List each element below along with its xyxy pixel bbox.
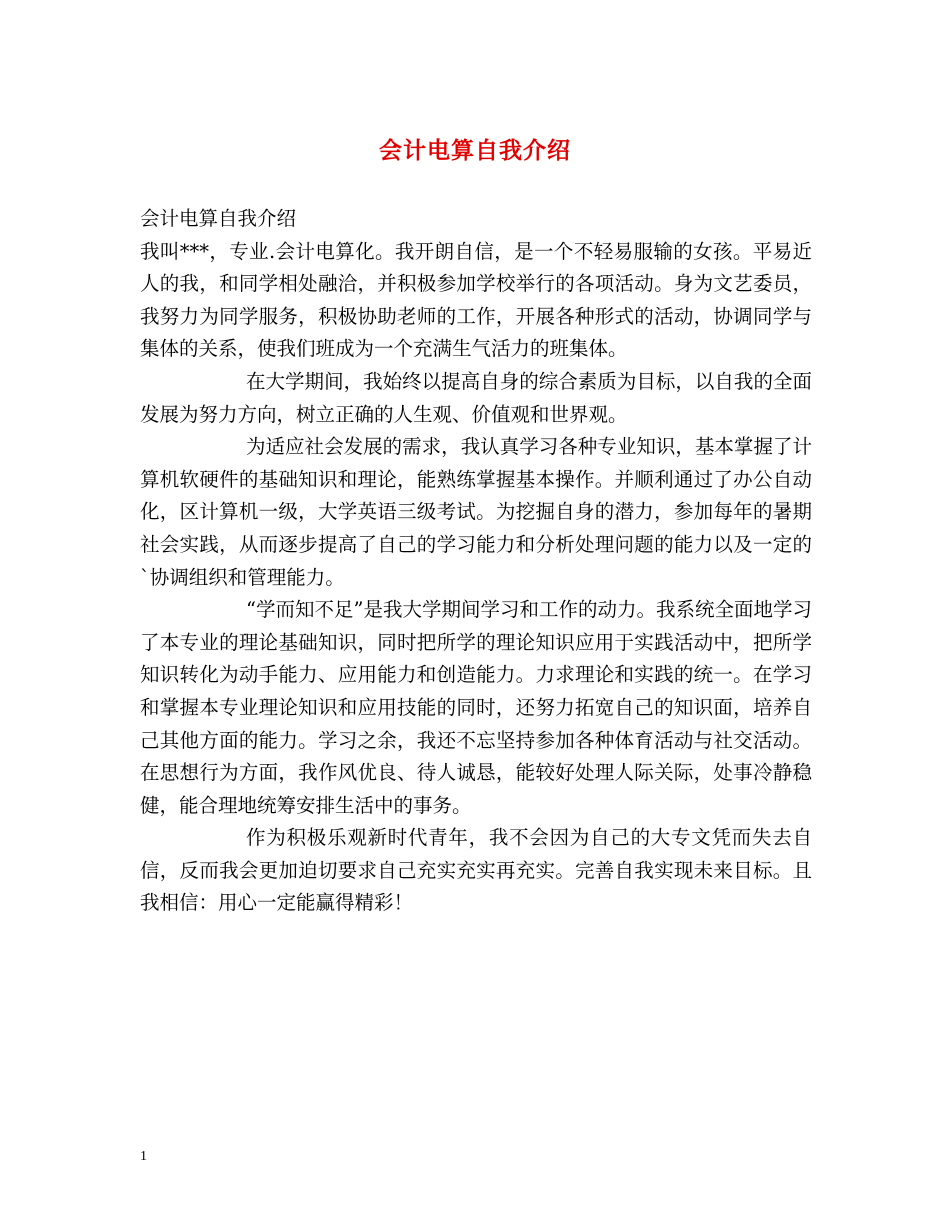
paragraph-1: 我叫***，专业.会计电算化。我开朗自信，是一个不轻易服输的女孩。平易近人的我，和同学相处融洽，并积极参加学校举行的各项活动。身为文艺委员，我努力为同学服务，积极协助老师的工作，开展各种形式的活动，协调同学与集体的关系，使我们班成为一个充满生气活力的班集体。 [140,239,812,361]
document-title: 会计电算自我介绍 [379,137,571,164]
paragraph-4: “学而知不足”是我大学期间学习和工作的动力。我系统全面地学习了本专业的理论基础知识，同时把所学的理论知识应用于实践活动中，把所学知识转化为动手能力、应用能力和创造能力。力求理论和实践的统一。在学习和掌握本专业理论知识和应用技能的同时，还努力拓宽自己的知识面，培养自己其他方面的能力。学习之余，我还不忘坚持参加各种体育活动与社交活动。在思想行为方面，我作风优良、待人诚恳，能较好处理人际关际，处事冷静稳健，能合理地统筹安排生活中的事务。 [140,598,812,817]
paragraph-5: 作为积极乐观新时代青年，我不会因为自己的大专文凭而失去自信，反而我会更加迫切要求自己充实充实再充实。完善自我实现未来目标。且我相信：用心一定能赢得精彩！ [140,826,812,915]
subtitle-line: 会计电算自我介绍 [140,207,297,230]
document-body [140,203,812,920]
paragraph-2: 在大学期间，我始终以提高自身的综合素质为目标，以自我的全面发展为努力方向，树立正确的人生观、价值观和世界观。 [140,369,812,426]
paragraph-3: 为适应社会发展的需求，我认真学习各种专业知识，基本掌握了计算机软硬件的基础知识和理论，能熟练掌握基本操作。并顺利通过了办公自动化，区计算机一级，大学英语三级考试。为挖掘自身的潜力，参加每年的暑期社会实践，从而逐步提高了自己的学习能力和分析处理问题的能力以及一定的`协调组织和管理能力。 [140,435,812,589]
page-number: 1 [140,1149,147,1164]
